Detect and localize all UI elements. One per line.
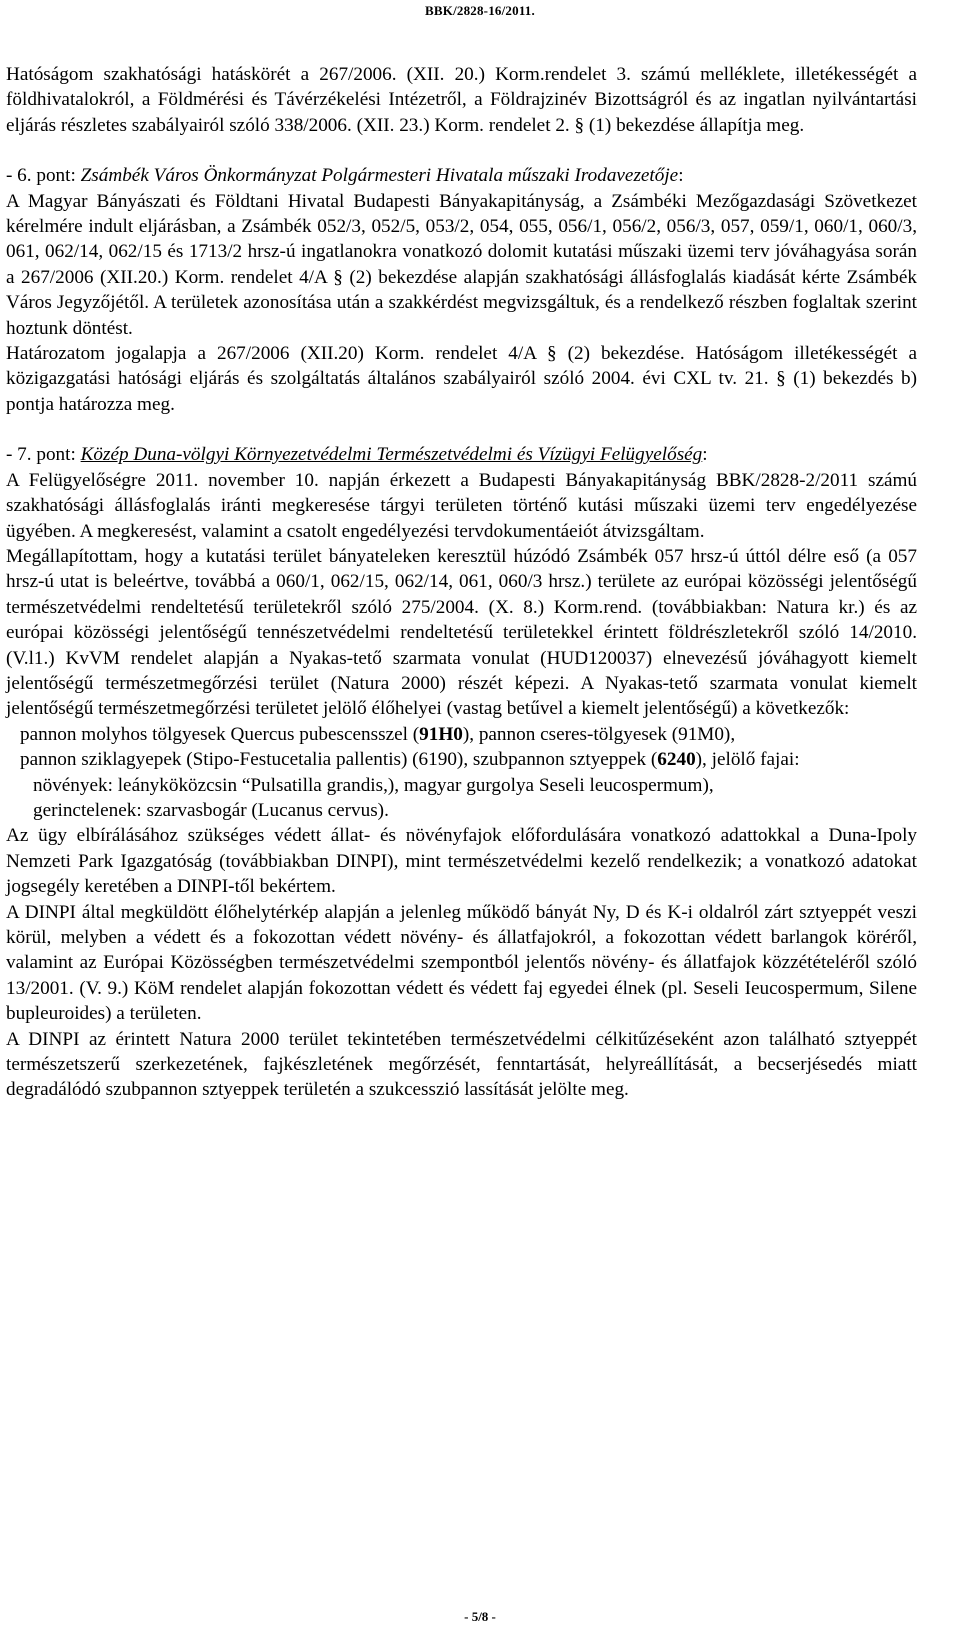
habitat-2-text-end: ), jelölő fajai: [695, 749, 800, 771]
paragraph-authority: Hatóságom szakhatósági hatáskörét a 267/2006. (XII. 20.) Korm.rendelet 3. számú melléklete, illetékességét a földhivatalokról, a Földmérési és Távérzékelési Intézetről, a Földrajzinév Bizottságról és az ingatlan nyilvántartási eljárás részletes szabályairól szóló 338/2006. (XII. 23.) Korm. rendelet 2. § (1) bekezdése állapítja meg. [6, 64, 917, 136]
habitat-2-code: 6240 [657, 749, 696, 771]
habitat-1-code: 91H0 [419, 723, 463, 745]
section-7-paragraph-2: Megállapítottam, hogy a kutatási terület bányateleken keresztül húzódó Zsámbék 057 hrsz-ú úttól délre eső (a 057 hrsz-ú utat is beleértve, továbbá a 060/1, 062/15, 062/14, 061, 060/3 hrsz.) területe az európai közösségi jelentőségű természetvédelmi rendeltetésű területekről szóló 275/2004. (X. 8.) Korm.rend. (továbbiakban: Natura kr.) és az európai közösségi jelentőségű tennészetvédelmi rendeltetésű területekkel érintett földrészletekről szóló 14/2010. (V.l1.) KvVM rendelet alapján a Nyakas-tető szarmata vonulat (HUD120037) elnevezésű jóváhagyott kiemelt jelentőségű természetmegőrzési terület (Natura 2000) részét képezi. A Nyakas-tető szarmata vonulat kiemelt jelentőségű természetmegőrzési területet jelölő élőhelyei (vastag betűvel a kiemelt jelentőségű) a következők: [6, 545, 917, 720]
section-7-paragraph-5: A DINPI az érintett Natura 2000 terület tekintetében természetvédelmi célkitűzéseként azon található sztyeppét természetszerű szerkezetének, fajkészletének megőrzését, fenntartását, helyreállítását, a becserjésedés miatt degradálódó szubpannon sztyeppek területén a szukcesszió lassítását jelölte meg. [6, 1028, 917, 1101]
section-6-prefix: - 6. pont: [6, 165, 81, 187]
habitat-2-text: pannon sziklagyepek (Stipo-Festucetalia pallentis) (6190), szubpannon sztyeppek ( [20, 749, 658, 771]
section-7-heading [6, 442, 917, 467]
section-6-title: Zsámbék Város Önkormányzat Polgármesteri Hivatala műszaki Irodavezetője [80, 165, 679, 187]
habitat-1-text: pannon molyhos tölgyesek Quercus pubescensszel ( [20, 723, 420, 745]
page-header-doc-number: BBK/2828-16/2011. [425, 3, 535, 18]
section-7-paragraph-1: A Felügyelőségre 2011. november 10. napján érkezett a Budapesti Bányakapitányság BBK/2828-2/2011 számú szakhatósági állásfoglalás iránti megkeresése tárgyi területen történő kutási műszaki üzemi terv engedélyezése ügyében. A megkeresést, valamint a csatolt engedélyezési tervdokumentáeiót átvizsgáltam. [6, 469, 917, 542]
species-invertebrates: gerinctelenek: szarvasbogár (Lucanus cervus). [33, 799, 389, 821]
spacer [6, 138, 917, 163]
page-number: - 5/8 - [464, 1609, 496, 1624]
section-6-colon: : [678, 165, 684, 187]
document-body [6, 62, 917, 1103]
section-7-paragraph-4: A DINPI által megküldött élőhelytérkép alapján a jelenleg működő bányát Ny, D és K-i oldalról zárt sztyeppét veszi körül, melyben a védett és a fokozottan védett növény- és állatfajokról, a fokozottan védett barlangok köréről, valamint az Európai Közösségben természetvédelmi szempontból jelentős növény- és állatfajok közzétételéről szóló 13/2001. (V. 9.) KöM rendelet alapján fokozottan védett és védett faj egyedei élnek (pl. Seseli Ieucospermum, Silene bupleuroides) a területen. [6, 901, 917, 1025]
spacer [6, 417, 917, 442]
section-6-paragraph-2: Határozatom jogalapja a 267/2006 (XII.20) Korm. rendelet 4/A § (2) bekezdése. Hatóságom illetékességét a közigazgatási hatósági eljárás és szolgáltatás általános szabályairól szóló 2004. évi CXL tv. 21. § (1) bekezdés b) pontja határozza meg. [6, 343, 917, 415]
habitat-1-text-end: ), pannon cseres-tölgyesek (91M0), [462, 723, 736, 745]
section-6-paragraph-1: A Magyar Bányászati és Földtani Hivatal Budapesti Bányakapitányság, a Zsámbéki Mezőgazdasági Szövetkezet kérelmére indult eljárásban, a Zsámbék 052/3, 052/5, 053/2, 054, 055, 056/1, 056/2, 056/3, 057, 059/1, 060/1, 060/3, 061, 062/14, 062/15 és 1713/2 hrsz-ú ingatlanokra vonatkozó dolomit kutatási műszaki üzemi terv jóváhagyása során a 267/2006 (XII.20.) Korm. rendelet 4/A § (2) bekezdése alapján szakhatósági állásfoglalás kiadását kérte Zsámbék Város Jegyzőjétől. A területek azonosítása után a szakkérdést megvizsgáltuk, és a rendelkező részben foglaltak szerint hoztunk döntést. [6, 190, 917, 339]
habitat-item-1 [6, 722, 917, 747]
section-7-colon: : [702, 444, 708, 466]
section-7-title: Közép Duna-völgyi Környezetvédelmi Természetvédelmi és Vízügyi Felügyelőség [80, 444, 703, 466]
section-7-prefix: - 7. pont: [6, 444, 81, 466]
habitat-item-2 [6, 747, 917, 772]
species-plants: növények: leányköközcsin “Pulsatilla grandis,), magyar gurgolya Seseli leucospermum), [33, 774, 714, 796]
section-6-heading [6, 163, 917, 188]
section-7-paragraph-3: Az ügy elbírálásához szükséges védett állat- és növényfajok előfordulására vonatkozó adattokkal a Duna-Ipoly Nemzeti Park Igazgatóság (továbbiakban DINPI), mint természetvédelmi kezelő rendelkezik; a vonatkozó adatokat jogsegély keretében a DINPI-től bekértem. [6, 825, 917, 898]
